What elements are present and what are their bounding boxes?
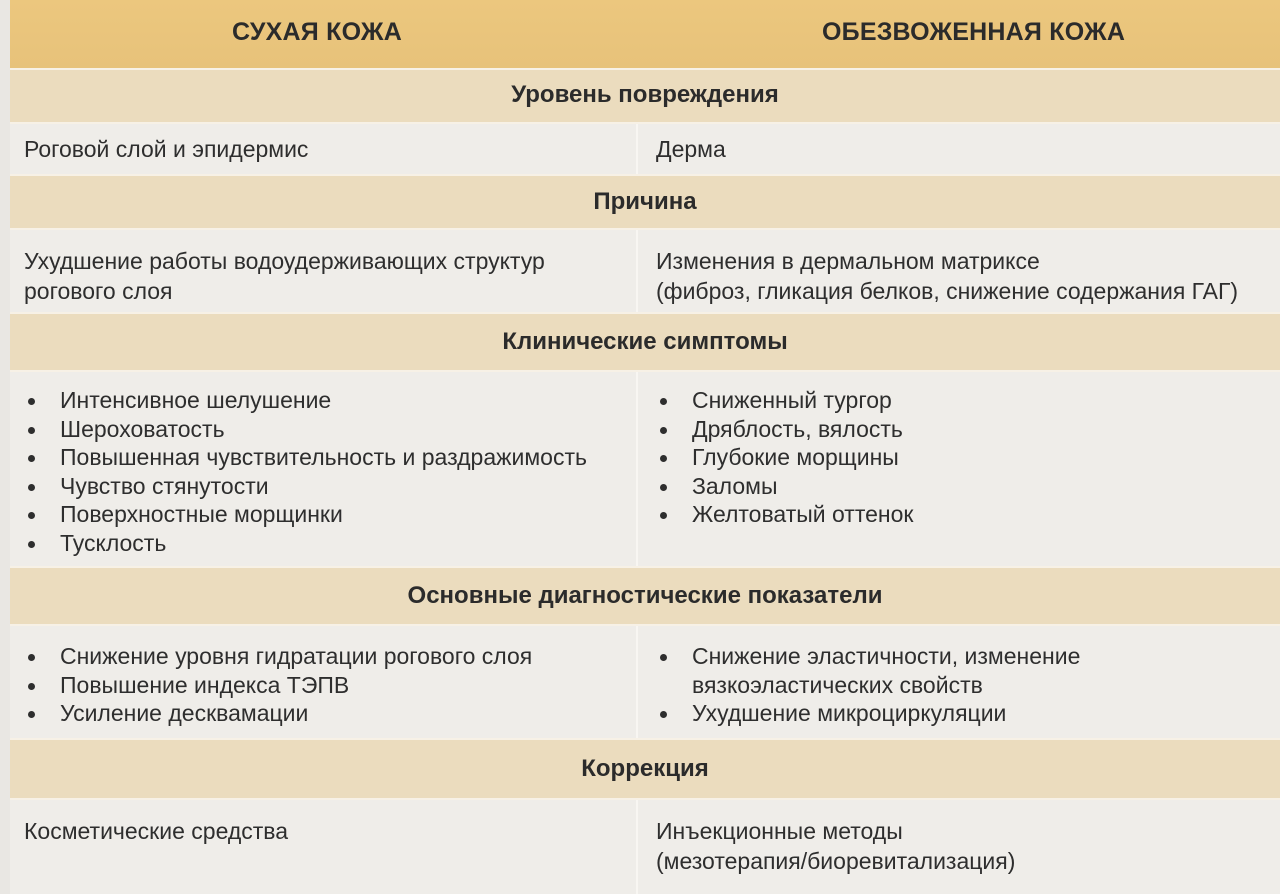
- list-item: Тусклость: [24, 529, 587, 558]
- list-item: Заломы: [656, 472, 913, 501]
- cell-dry: [10, 230, 638, 312]
- cell-dry: [10, 800, 638, 894]
- section-title-correction: Коррекция: [10, 738, 1280, 800]
- cell-dehydrated: [640, 372, 1280, 566]
- list-item: Дряблость, вялость: [656, 415, 913, 444]
- cell-dehydrated: [640, 124, 1280, 174]
- header-dehydrated-skin: ОБЕЗВОЖЕННАЯ КОЖА: [822, 18, 1126, 46]
- list-item: Ухудшение микроциркуляции: [656, 699, 1080, 728]
- section-row-correction: [10, 800, 1280, 894]
- list-item: Интенсивное шелушение: [24, 386, 587, 415]
- list-item: Снижение эластичности, изменение: [656, 642, 1080, 671]
- cell-text: Роговой слой и эпидермис: [24, 136, 309, 162]
- cell-dehydrated: [640, 800, 1280, 894]
- indicator-list-dry: [24, 642, 532, 728]
- cell-text: Дерма: [656, 136, 726, 162]
- section-row-clinical-symptoms: [10, 372, 1280, 566]
- section-title-clinical-symptoms: Клинические симптомы: [10, 312, 1280, 372]
- cell-dry: [10, 626, 638, 738]
- cell-dehydrated: [640, 626, 1280, 738]
- indicator-list-dehydrated: [656, 642, 1080, 728]
- list-item: Снижение уровня гидратации рогового слоя: [24, 642, 532, 671]
- cell-text-line1: Ухудшение работы водоудерживающих структур: [24, 248, 545, 274]
- list-item: Глубокие морщины: [656, 443, 913, 472]
- section-row-cause: [10, 230, 1280, 312]
- cell-text-line2: рогового слоя: [24, 278, 173, 304]
- cell-dry: [10, 124, 638, 174]
- section-title-damage-level: Уровень повреждения: [10, 68, 1280, 124]
- section-row-diagnostic-indicators: [10, 626, 1280, 738]
- cell-text-line2: (мезотерапия/биоревитализация): [656, 848, 1016, 874]
- list-item: Желтоватый оттенок: [656, 500, 913, 529]
- list-item: Чувство стянутости: [24, 472, 587, 501]
- list-item: Сниженный тургор: [656, 386, 913, 415]
- table-header: [10, 0, 1280, 68]
- list-item: Поверхностные морщинки: [24, 500, 587, 529]
- comparison-table: [10, 0, 1280, 894]
- symptom-list-dry: [24, 386, 587, 558]
- cell-dehydrated: [640, 230, 1280, 312]
- cell-text-line1: Инъекционные методы: [656, 818, 903, 844]
- list-item: Шероховатость: [24, 415, 587, 444]
- list-item: Повышение индекса ТЭПВ: [24, 671, 532, 700]
- list-item-continuation: вязкоэластических свойств: [692, 671, 983, 698]
- section-title-diagnostic-indicators: Основные диагностические показатели: [10, 566, 1280, 626]
- cell-text-line2: (фиброз, гликация белков, снижение содержания ГАГ): [656, 278, 1239, 304]
- cell-text: Косметические средства: [24, 818, 289, 844]
- section-title-cause: Причина: [10, 174, 1280, 230]
- cell-dry: [10, 372, 638, 566]
- symptom-list-dehydrated: [656, 386, 913, 529]
- header-dry-skin: СУХАЯ КОЖА: [232, 18, 402, 46]
- list-item: Повышенная чувствительность и раздражимость: [24, 443, 587, 472]
- list-item: Усиление десквамации: [24, 699, 532, 728]
- cell-text-line1: Изменения в дермальном матриксе: [656, 248, 1040, 274]
- section-row-damage-level: [10, 124, 1280, 174]
